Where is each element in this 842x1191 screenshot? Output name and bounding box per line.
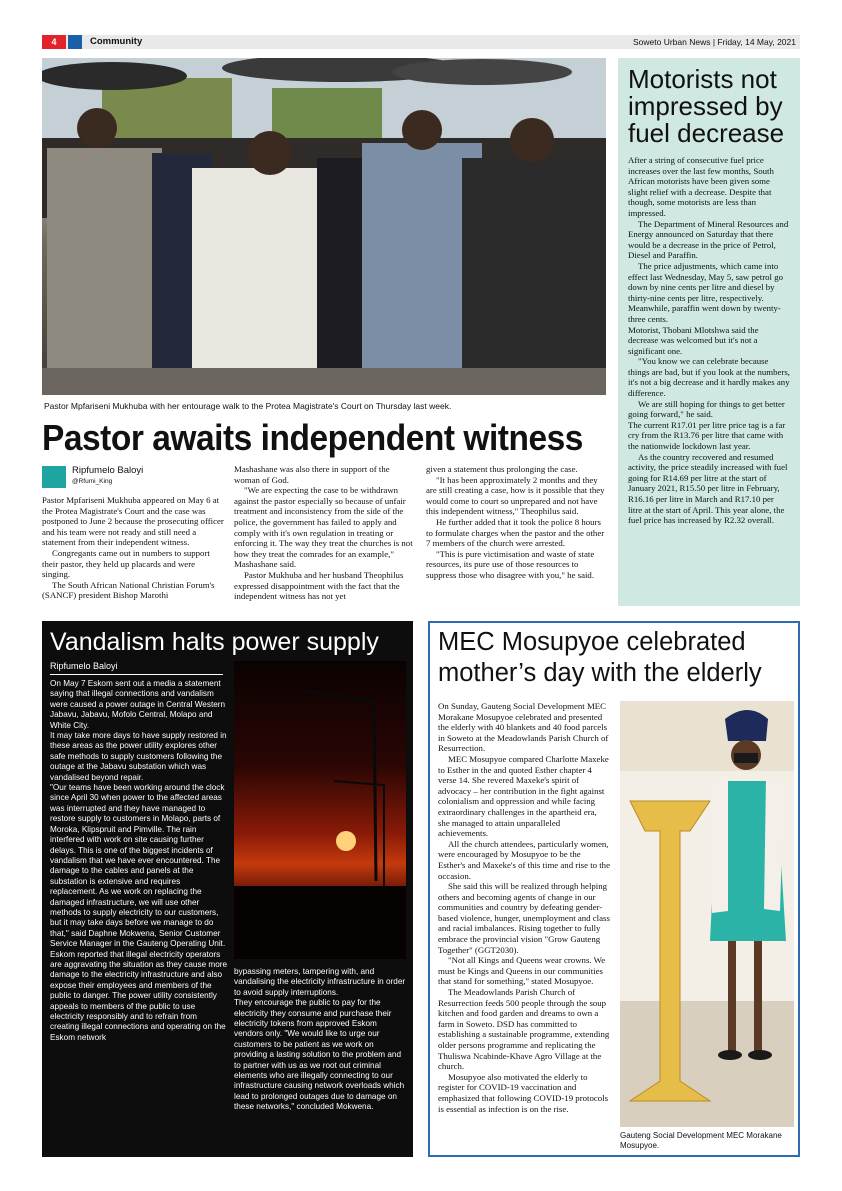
pastor-column-3 [426, 464, 608, 581]
mec-headline: MEC Mosupyoe celebrated mother’s day with the elderly [438, 628, 762, 687]
paragraph: On Sunday, Gauteng Social Development MEC Morakane Mosupyoe celebrated and presented the elderly with 40 blankets and 40 food parcels in Soweto at the Meadowlands Parish Church of Resurrection. [438, 701, 609, 754]
motorists-body [628, 155, 790, 526]
paragraph: Pastor Mpfariseni Mukhuba appeared on May 6 at the Protea Magistrate's Court and the case was postponed to June 2 because the prosecuting officer and his team were not ready and still need a statement from their independent witness. [42, 495, 224, 548]
main-photo [42, 58, 606, 395]
motorists-headline: Motorists not impressed by fuel decrease [628, 64, 785, 148]
author-handle: @Rfumi_King [72, 478, 113, 485]
author-name: Ripfumelo Baloyi [72, 465, 144, 476]
paragraph: "It has been approximately 2 months and they are still creating a case, how is it possible that they would come to court so unprepared and not have this independent witness," Theophilus said. [426, 474, 605, 517]
paragraph: Pastor Mukhuba and her husband Theophilus expressed disappointment with the fact that the independent witness has not yet [234, 569, 404, 602]
vandalism-column-2 [234, 967, 406, 1113]
mec-photo [620, 701, 794, 1127]
pastor-column-1 [42, 495, 224, 601]
mec-article [428, 621, 800, 1157]
paragraph: Mosupyoe also motivated the elderly to register for COVID-19 vaccination and emphasized that following COVID-19 protocols is essential as infection is on the rise. [438, 1071, 609, 1114]
paragraph: All the church attendees, particularly women, were encouraged by Mosupyoe to be the Esther's and Maxeke's of this time and rise to the occasion. [438, 838, 610, 881]
vandalism-column-1 [50, 679, 228, 1043]
header-blue-square [68, 35, 82, 49]
paragraph: On May 7 Eskom sent out a media a statement saying that illegal connections and vandalism were caused a power outage in Central Western Jabavu, Jabavu, Mofolo Central, Molapo and White City. [50, 679, 226, 730]
vandalism-article [42, 621, 413, 1157]
mec-body [438, 701, 610, 1114]
vandalism-byline: Ripfumelo Baloyi [50, 661, 223, 675]
paragraph: "Not all Kings and Queens wear crowns. We must be Kings and Queens in our communities that stand for something," stated Mosupyoe. [438, 955, 606, 987]
section-label: Community [90, 36, 143, 47]
paragraph: They encourage the public to pay for the electricity they consume and purchase their electricity tokens from approved Eskom vendors only. "We would like to urge our customers to be patient as we work on providing a lasting solution to the problem and to partner with us as we root out criminal elements who are illegally connecting to our infrastructure causing network overloads which lead to prolonged outages due to damage on these networks," concluded Mokwena. [234, 998, 405, 1112]
paragraph: It may take more days to have supply restored in these areas as the power utility explores other safe methods to supply customers following the outage at the Jabavu substation which was vandalised beyond repair. [50, 731, 227, 782]
paragraph: MEC Mosupyoe compared Charlotte Maxeke to Esther in the and quoted Esther chapter 4 verse 14. She revered Maxeke's spirit of advocacy – her contribution in the fight against colonialism and oppression and while facing extraordinary challenges in the apartheid era, she managed to attain unparalleled achievements. [438, 753, 609, 839]
pastor-column-2 [234, 464, 416, 602]
paragraph: Congregants came out in numbers to support their pastor, they held up placards and were singing. [42, 547, 210, 580]
paragraph: "Our teams have been working around the clock since April 30 when power to the affected areas was interrupted and they have managed to restore supply to customers in Molapo, parts of Moroka, Klipspruit and Pimville. The rain interfered with work on site causing further delays. This is one of the biggest incidents of vandalism that we have ever encountered. The damage to the cables and panels at the substation is extensive and requires replacement. As we work on replacing the damaged infrastructure, we will use other methods to supply electricity to our customers, but it may take days before we manage to do that," said Daphne Mokwena, Senior Customer Service Manager in the Gauteng Operating Unit. [50, 783, 226, 949]
paragraph: She said this will be realized through helping others and becoming agents of change in our communities and country by defeating gender-based violence, hunger, unemployment and class and racial imbalances. Rising together to fully embrace the provincial vision "Grow Gauteng Together" (GGT2030). [438, 881, 610, 955]
paragraph: The price adjustments, which came into effect last Wednesday, May 5, saw petrol go down by nine cents per litre and diesel by thirty-nine cents per litre, respectively. Meanwhile, paraffin went down by twenty-three cents. [628, 260, 783, 324]
paragraph: "We are expecting the case to be withdrawn against the pastor especially so because of unfair treatment and inconsistency from the side of the police, the government has failed to apply and comply with it's own regulation in treating or enforcing it. The way they treat the churches is not how they treat the comrades for an example," Mashashane said. [234, 485, 413, 570]
paragraph: After a string of consecutive fuel price increases over the last few months, South African motorists have been given some slight relief with a decrease. Despite that though, some motorists are less than impressed. [628, 155, 774, 218]
paragraph: The current R17.01 per litre price tag is a far cry from the R13.76 per litre that came with the nationwide lockdown last year. [628, 419, 786, 452]
paragraph: "This is pure victimisation and waste of state resources, its pure use of those resources to suppress those who disagree with you," he said. [426, 548, 595, 580]
paragraph: Motorist, Thobani Mlotshwa said the decrease was welcomed but it's not a significant one. [628, 324, 759, 356]
mec-photo-caption: Gauteng Social Development MEC Morakane Mosupyoe. [620, 1131, 782, 1150]
page-number: 4 [42, 35, 66, 49]
paragraph: Eskom reported that illegal electricity operators are aggravating the situation as they cause more damage to the electricity infrastructure and also expose their employees and members of the public to danger. The power utility consistently appeals to members of the public to use electricity responsibly and to refrain from creating illegal connections and operating on the Eskom network [50, 949, 228, 1042]
paragraph: The Department of Mineral Resources and Energy announced on Saturday that there would be a decrease in the price of Petrol, Diesel and Paraffin. [628, 218, 789, 261]
paragraph: The South African National Christian Forum's (SANCF) president Bishop Marothi [42, 579, 215, 601]
author-photo [42, 466, 66, 488]
pastor-headline: Pastor awaits independent witness [42, 417, 583, 458]
issue-info: Soweto Urban News | Friday, 14 May, 2021 [633, 37, 796, 47]
paragraph: As the country recovered and resumed activity, the price steadily increased with fuel going for R14.69 per litre at the start of January 2021, R15.50 per litre in February, R16.16 per litre in March and R17.10 per litre at the start of April. This year alone, the fuel price has increased by R2.32 overall. [628, 451, 788, 526]
paragraph: Mashashane was also there in support of the woman of God. [234, 464, 390, 485]
sunset-photo [234, 661, 406, 959]
paragraph: He further added that it took the police 8 hours to formulate charges when the pastor and the other 7 members of the church were arrested. [426, 516, 605, 549]
page-header [42, 35, 800, 49]
main-photo-caption: Pastor Mpfariseni Mukhuba with her entourage walk to the Protea Magistrate's Court on Thursday last week. [44, 401, 452, 411]
pastor-byline [42, 464, 222, 488]
paragraph: We are still hoping for things to get better going forward," he said. [628, 398, 785, 420]
vandalism-headline: Vandalism halts power supply [50, 628, 379, 656]
paragraph: given a statement thus prolonging the case. [426, 464, 578, 474]
paragraph: bypassing meters, tampering with, and vandalising the electricity infrastructure in order to avoid supply interruptions. [234, 967, 406, 997]
paragraph: The Meadowlands Parish Church of Resurrection feeds 500 people through the soup kitchen and food garden and dreams to own a farm in Soweto. DSD has committed to establishing a sustainable programme, extending older persons programme and replicating the Thuliswa Ncabinde-Khave Agro Village at the church. [438, 987, 610, 1072]
motorists-article [618, 58, 800, 606]
paragraph: "You know we can celebrate because things are bad, but if you look at the numbers, it's not a big decrease and it hardly makes any difference. [628, 356, 790, 399]
